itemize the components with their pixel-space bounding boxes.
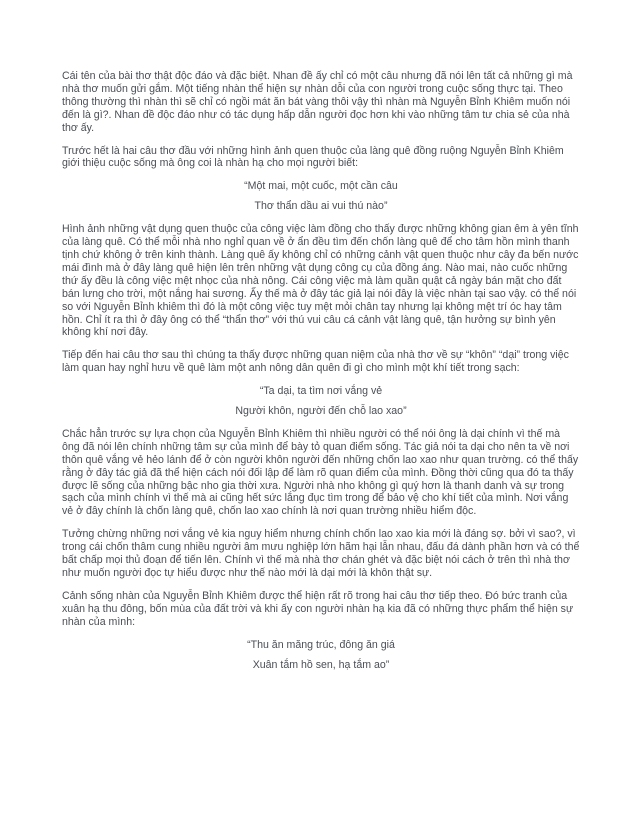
paragraph-wise-foolish-analysis: Chắc hẳn trước sự lựa chọn của Nguyễn Bỉnh Khiêm thì nhiều người có thể nói ông là dại chính vì thế mà ông đã nói lên chính những tâm sự của mình để bày tỏ quan điểm sống. Tác giả nói ta dại cho nên ta về nơi thôn quê vắng vẻ hẻo lánh để ở còn người khôn người đến những chốn lao xao như quan trường. có thể thấy rằng ở đây tác giả đã thể hiện cách nói đối lập để làm rõ quan điểm của mình. Đồng thời cũng qua đó ta thấy được lẽ sống của những bậc nho gia thời xưa. Người nhà nho không gì quý hơn là thanh danh và sự trong sạch của mình chính vì thế mà ai cũng hết sức lắng đục tìm trong để bảo vệ cho khí tiết của mình. Nơi vắng vẻ ở đây chính là chốn làng quê, chốn lao xao chính là nơi quan trường nhiều hiểm độc.: [62, 427, 579, 518]
paragraph-intro-first-verses: Trước hết là hai câu thơ đầu với những hình ảnh quen thuộc của làng quê đồng ruộng Nguyễn Bỉnh Khiêm giới thiệu cuộc sống mà ông coi là nhàn hạ cho mọi người biết:: [62, 144, 564, 170]
paragraph-intro-seasons-verses: Cảnh sống nhàn của Nguyễn Bỉnh Khiêm được thể hiện rất rõ trong hai câu thơ tiếp theo. Đó bức tranh của xuân hạ thu đông, bốn mùa của đất trời và khi ấy con người nhàn hạ kia đã có những thực phẩm thể hiện sự nhàn của mình:: [62, 589, 574, 628]
verse-line: “Một mai, một cuốc, một cần câu: [244, 180, 398, 193]
paragraph-tools-analysis: Hình ảnh những vật dụng quen thuộc của công việc làm đồng cho thấy được những không gian êm à yên tĩnh của làng quê. Có thể mỗi nhà nho nghỉ quan về ở ẩn đều tìm đến chốn làng quê để cho tâm hồn mình thanh tịnh chứ không ở trên kinh thành. Làng quê ấy không chỉ có những cảnh vật quen thuộc như cây đa bến nước mái đình mà ở đây làng quê hiện lên trên những vật dụng công cụ của đồng áng. Nào mai, nào cuốc những thứ ấy đều là công việc mệt nhọc của nhà nông. Cái công việc mà làm quần quật cả ngày bán mặt cho đất bán lưng cho trời, một nắng hai sương. Ấy thế mà ở đây tác giả lại nói đây là việc nhàn tại sao vậy. có thể nói so với Nguyễn Bỉnh khiêm thì đó là một công việc tuy mệt mỏi chân tay nhưng lại không mệt trí óc hay tâm hồn. Chỉ ít ra thì ở đây ông có thể “thẩn thơ” với thú vui câu cá cảnh vật làng quê, tận hưởng sự bình yên không khí nơi đây.: [62, 223, 579, 339]
verse-line: Người khôn, người đến chỗ lao xao”: [235, 405, 407, 418]
verse-line: “Ta dại, ta tìm nơi vắng vẻ: [259, 385, 383, 398]
verse-line: “Thu ăn măng trúc, đông ăn giá: [247, 638, 395, 651]
verse-line: Xuân tắm hồ sen, hạ tắm ao”: [252, 658, 390, 671]
paragraph-title-analysis: Cái tên của bài thơ thật độc đáo và đặc biệt. Nhan đề ấy chỉ có một câu nhưng đã nói lên tất cả những gì mà nhà thơ muốn gửi gắm. Một tiếng nhàn thể hiện sự nhàn dỗi của con người trong cuộc sống thực tại. Theo thông thường thì nhàn thì sẽ chỉ có ngồi mát ăn bát vàng thôi vậy thì nhàn mà Nguyễn Bỉnh Khiêm muốn nói đến là gì?. Nhan đề độc đáo như có tác dụng hấp dẫn người đọc hơn khi vào những tâm tư chia sẻ của nhà thơ ấy.: [62, 70, 573, 134]
paragraph-intro-second-verses: Tiếp đến hai câu thơ sau thì chúng ta thấy được những quan niệm của nhà thơ về sự “khôn” “dại” trong việc làm quan hay nghỉ hưu về quê làm một anh nông dân quên đi gì cho mình một khí tiết trong sạch:: [62, 349, 569, 375]
paragraph-danger-analysis: Tưởng chừng những nơi vắng vẻ kia nguy hiểm nhưng chính chốn lao xao kia mới là đáng sợ. bởi vì sao?, vì trong cái chốn thâm cung nhiều người âm mưu nghiệp lớn hãm hại lẫn nhau, đấu đá dành phần hơn và có thể bất chấp mọi thủ đoạn để tiến lên. Chính vì thế mà nhà thơ chán ghét và đặc biệt nói cách ở trên thì nhà thơ như muốn người đọc tự hiểu được như thế nào mới là dại mới là khôn thật sự.: [62, 528, 580, 579]
verse-line: Thơ thẩn dầu ai vui thú nào”: [254, 200, 388, 213]
